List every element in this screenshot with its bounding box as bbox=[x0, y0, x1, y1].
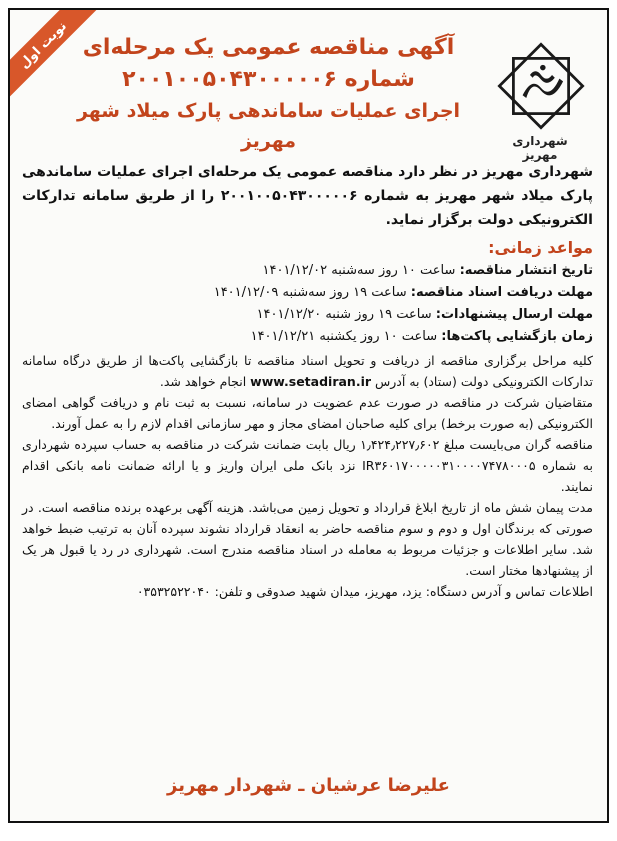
contract-terms-paragraph: مدت پیمان شش ماه از تاریخ ابلاغ قرارداد و تحویل زمین می‌باشد. هزینه آگهی برعهده برنده مناقصه است. در صورتی که برندگان اول و دوم و سوم مناقصه حاضر به انعقاد قرارداد نشوند سپرده آنان به ترتیب ضبط خواهد شد. سایر اطلاعات و جزئیات مربوط به معامله در اسناد مناقصه مندرج است. شهرداری در رد یا قبول هر یک از پیشنهادها مختار است. bbox=[22, 500, 593, 578]
schedule-value: ساعت ۱۹ روز سه‌شنبه ۱۴۰۱/۱۲/۰۹ bbox=[213, 285, 407, 300]
schedule-list bbox=[22, 260, 593, 348]
logo-caption: شهرداری مهریز bbox=[512, 134, 568, 162]
badge-label: نوبت اول bbox=[16, 18, 70, 72]
schedule-row bbox=[22, 326, 593, 348]
procedure-paragraph bbox=[22, 350, 593, 392]
guarantee-paragraph: مناقصه گران می‌بایست مبلغ ۱٫۴۲۴٫۲۲۷٫۶۰۲ ریال بابت ضمانت شرکت در مناقصه به حساب سپرده شهرداری به شماره IR۳۶۰۱۷۰۰۰۰۰۳۱۰۰۰۰۷۴۷۸۰۰۰۵ نزد بانک ملی ایران واریز و یا ارائه ضمانت نامه بانکی اقدام نمایند. bbox=[22, 437, 593, 494]
schedule-label: زمان بازگشایی پاکت‌ها: bbox=[441, 329, 593, 344]
procedure-text-end: انجام خواهد شد. bbox=[159, 374, 251, 389]
setadiran-link[interactable]: www.setadiran.ir bbox=[250, 374, 372, 389]
schedule-row bbox=[22, 282, 593, 304]
intro-paragraph: شهرداری مهریز در نظر دارد مناقصه عمومی یک مرحله‌ای اجرای عملیات ساماندهی پارک میلاد شهر مهریز به شماره ۲۰۰۱۰۰۵۰۴۳۰۰۰۰۰۶ را از طریق سامانه تدارکات الکترونیکی دولت برگزار نماید. bbox=[22, 164, 593, 228]
notice-body bbox=[22, 160, 593, 602]
schedule-value: ساعت ۱۹ روز شنبه ۱۴۰۱/۱۲/۲۰ bbox=[256, 307, 432, 322]
schedule-value: ساعت ۱۰ روز سه‌شنبه ۱۴۰۱/۱۲/۰۲ bbox=[262, 263, 456, 278]
contact-paragraph: اطلاعات تماس و آدرس دستگاه: یزد، مهریز، میدان شهید صدوقی و تلفن: ۰۳۵۳۲۵۲۲۰۴۰ bbox=[136, 584, 593, 599]
tender-number: شماره ۲۰۰۱۰۰۵۰۴۳۰۰۰۰۰۶ bbox=[122, 67, 415, 92]
schedule-title: مواعد زمانی: bbox=[488, 238, 593, 257]
schedule-row bbox=[22, 260, 593, 282]
tender-subject: اجرای عملیات ساماندهی پارک میلاد شهر مهریز bbox=[76, 100, 461, 152]
schedule-label: تاریخ انتشار مناقصه: bbox=[459, 263, 593, 278]
schedule-label: مهلت ارسال پیشنهادات: bbox=[435, 307, 593, 322]
notice-header bbox=[50, 32, 487, 156]
registration-paragraph: متقاضیان شرکت در مناقصه در صورت عدم عضویت در سامانه، نسبت به ثبت نام و دریافت گواهی امضای الکترونیکی (به صورت برخط) برای کلیه صاحبان امضای مجاز و مهر سازمانی اقدام لازم را به عمل آورند. bbox=[22, 395, 593, 431]
mayor-signature: علیرضا عرشیان ـ شهردار مهریز bbox=[167, 775, 450, 796]
municipality-logo-icon bbox=[495, 40, 587, 132]
notice-title: آگهی مناقصه عمومی یک مرحله‌ای bbox=[82, 35, 455, 60]
procedure-text: کلیه مراحل برگزاری مناقصه از دریافت و تحویل اسناد مناقصه تا بازگشایی پاکت‌ها از طریق درگاه سامانه تدارکات الکترونیکی دولت (ستاد) به آدرس bbox=[22, 353, 593, 389]
schedule-row bbox=[22, 304, 593, 326]
tender-notice bbox=[8, 8, 609, 823]
schedule-value: ساعت ۱۰ روز یکشنبه ۱۴۰۱/۱۲/۲۱ bbox=[250, 329, 438, 344]
schedule-label: مهلت دریافت اسناد مناقصه: bbox=[410, 285, 593, 300]
